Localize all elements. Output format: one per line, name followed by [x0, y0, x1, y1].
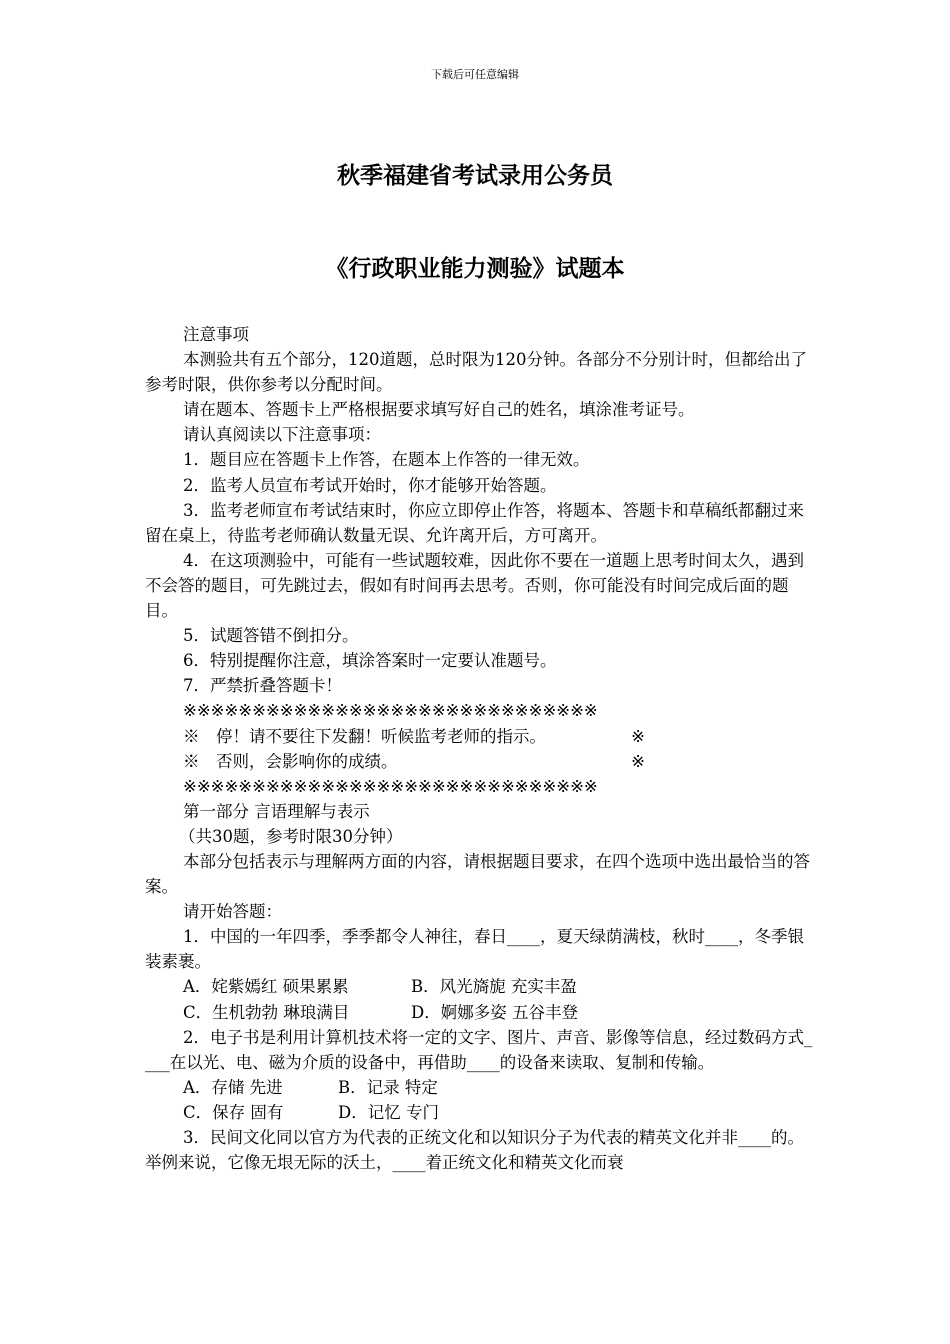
- part-intro: 本部分包括表示与理解两方面的内容，请根据题目要求，在四个选项中选出最恰当的答案。: [145, 851, 810, 897]
- option-d: D．记忆 专门: [338, 1102, 439, 1122]
- stop-box-line: [183, 724, 645, 749]
- question-options: [145, 1000, 813, 1025]
- question-stem: 3．民间文化同以官方为代表的正统文化和以知识分子为代表的精英文化并非____的。举例来说，它像无垠无际的沃土，____着正统文化和精英文化而衰: [145, 1128, 804, 1173]
- question-options: [145, 974, 813, 999]
- option-c: C．生机勃勃 琳琅满目: [183, 1002, 350, 1022]
- option-d: D．婀娜多姿 五谷丰登: [411, 1002, 578, 1022]
- notice-paragraph: 本测验共有五个部分，120道题，总时限为120分钟。各部分不分别计时，但都给出了参考时限，供你参考以分配时间。: [145, 350, 807, 395]
- stop-box-text: ※ 否则，会影响你的成绩。: [183, 751, 398, 771]
- notice-heading: 注意事项: [183, 325, 249, 344]
- option-a: A．存储 先进: [183, 1077, 283, 1097]
- notice-item: 3．监考老师宣布考试结束时，你应立即停止作答，将题本、答题卡和草稿纸都翻过来留在桌上，待监考老师确认数量无误、允许离开后，方可离开。: [145, 500, 804, 545]
- question-options: [145, 1075, 813, 1100]
- question-options: [145, 1100, 813, 1125]
- option-b: B．记录 特定: [338, 1077, 438, 1097]
- notice-item: 7．严禁折叠答题卡！: [183, 676, 342, 696]
- stop-box-mark: ※: [631, 726, 645, 746]
- option-b: B．风光旖旎 充实丰盈: [411, 977, 577, 997]
- option-c: C．保存 固有: [183, 1102, 284, 1122]
- notice-item: 2．监考人员宣布考试开始时，你才能够开始答题。: [183, 475, 557, 495]
- part-subheading: （共30题，参考时限30分钟）: [179, 826, 403, 846]
- document-subtitle: 《行政职业能力测验》试题本: [325, 256, 625, 282]
- part-heading: 第一部分 言语理解与表示: [183, 801, 370, 821]
- notice-item: 6．特别提醒你注意，填涂答案时一定要认准题号。: [183, 651, 557, 671]
- question-stem: 1．中国的一年四季，季季都令人神往，春日____，夏天绿荫满枝，秋时____，冬季银装素裹。: [145, 927, 804, 972]
- notice-paragraph: 请认真阅读以下注意事项：: [183, 425, 381, 445]
- stop-box-text: ※ 停！请不要往下发翻！听候监考老师的指示。: [183, 726, 546, 746]
- notice-item: 4．在这项测验中，可能有一些试题较难，因此你不要在一道题上思考时间太久，遇到不会答的题目，可先跳过去，假如有时间再去思考。否则，你可能没有时间完成后面的题目。: [145, 550, 804, 621]
- notice-item: 1．题目应在答题卡上作答，在题本上作答的一律无效。: [183, 450, 590, 470]
- document-body: [145, 322, 813, 1175]
- notice-item: 5．试题答错不倒扣分。: [183, 626, 359, 646]
- stop-box-border: ※※※※※※※※※※※※※※※※※※※※※※※※※※※※※※: [183, 776, 598, 796]
- stop-box-mark: ※: [631, 751, 645, 771]
- document-title: 秋季福建省考试录用公务员: [337, 163, 613, 189]
- stop-box: [145, 698, 645, 798]
- stop-box-line: [183, 749, 645, 774]
- notice-paragraph: 请在题本、答题卡上严格根据要求填写好自己的姓名，填涂准考证号。: [183, 400, 695, 420]
- question-stem: 2．电子书是利用计算机技术将一定的文字、图片、声音、影像等信息，经过数码方式____在以光、电、磁为介质的设备中，再借助____的设备来读取、复制和传输。: [145, 1027, 813, 1072]
- page-header-note: 下载后可任意编辑: [431, 68, 519, 81]
- start-instruction: 请开始答题：: [183, 902, 282, 922]
- stop-box-border: ※※※※※※※※※※※※※※※※※※※※※※※※※※※※※※: [183, 701, 598, 721]
- option-a: A．姹紫嫣红 硕果累累: [183, 977, 349, 997]
